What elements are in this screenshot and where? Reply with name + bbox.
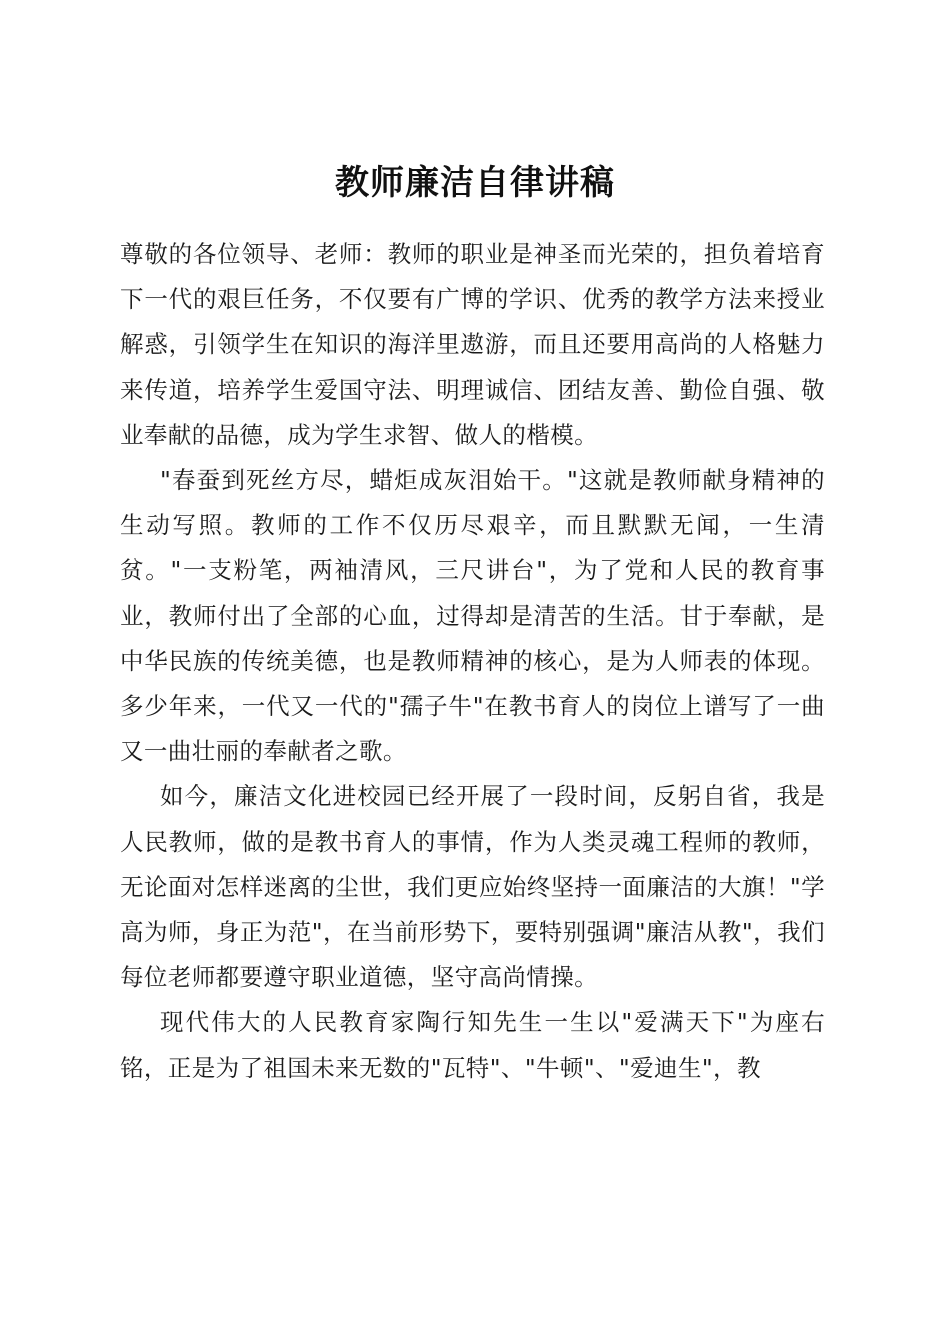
- paragraph-4: 现代伟大的人民教育家陶行知先生一生以"爱满天下"为座右铭，正是为了祖国未来无数的"瓦特"、"牛顿"、"爱迪生"，教: [120, 1008, 825, 1082]
- document-title: 教师廉洁自律讲稿: [335, 162, 615, 203]
- paragraph-3: 如今，廉洁文化进校园已经开展了一段时间，反躬自省，我是人民教师，做的是教书育人的事情，作为人类灵魂工程师的教师，无论面对怎样迷离的尘世，我们更应始终坚持一面廉洁的大旗！"学高为师，身正为范"，在当前形势下，要特别强调"廉洁从教"，我们每位老师都要遵守职业道德，坚守高尚情操。: [120, 782, 825, 992]
- document-body: [120, 232, 825, 1091]
- paragraph-1: 尊敬的各位领导、老师：教师的职业是神圣而光荣的，担负着培育下一代的艰巨任务，不仅要有广博的学识、优秀的教学方法来授业解惑，引领学生在知识的海洋里遨游，而且还要用高尚的人格魅力来传道，培养学生爱国守法、明理诚信、团结友善、勤俭自强、敬业奉献的品德，成为学生求智、做人的楷模。: [120, 240, 825, 449]
- paragraph-2: "春蚕到死丝方尽，蜡炬成灰泪始干。"这就是教师献身精神的生动写照。教师的工作不仅历尽艰辛，而且默默无闻，一生清贫。"一支粉笔，两袖清风，三尺讲台"，为了党和人民的教育事业，教师付出了全部的心血，过得却是清苦的生活。甘于奉献，是中华民族的传统美德，也是教师精神的核心，是为人师表的体现。多少年来，一代又一代的"孺子牛"在教书育人的岗位上谱写了一曲又一曲壮丽的奉献者之歌。: [120, 466, 825, 766]
